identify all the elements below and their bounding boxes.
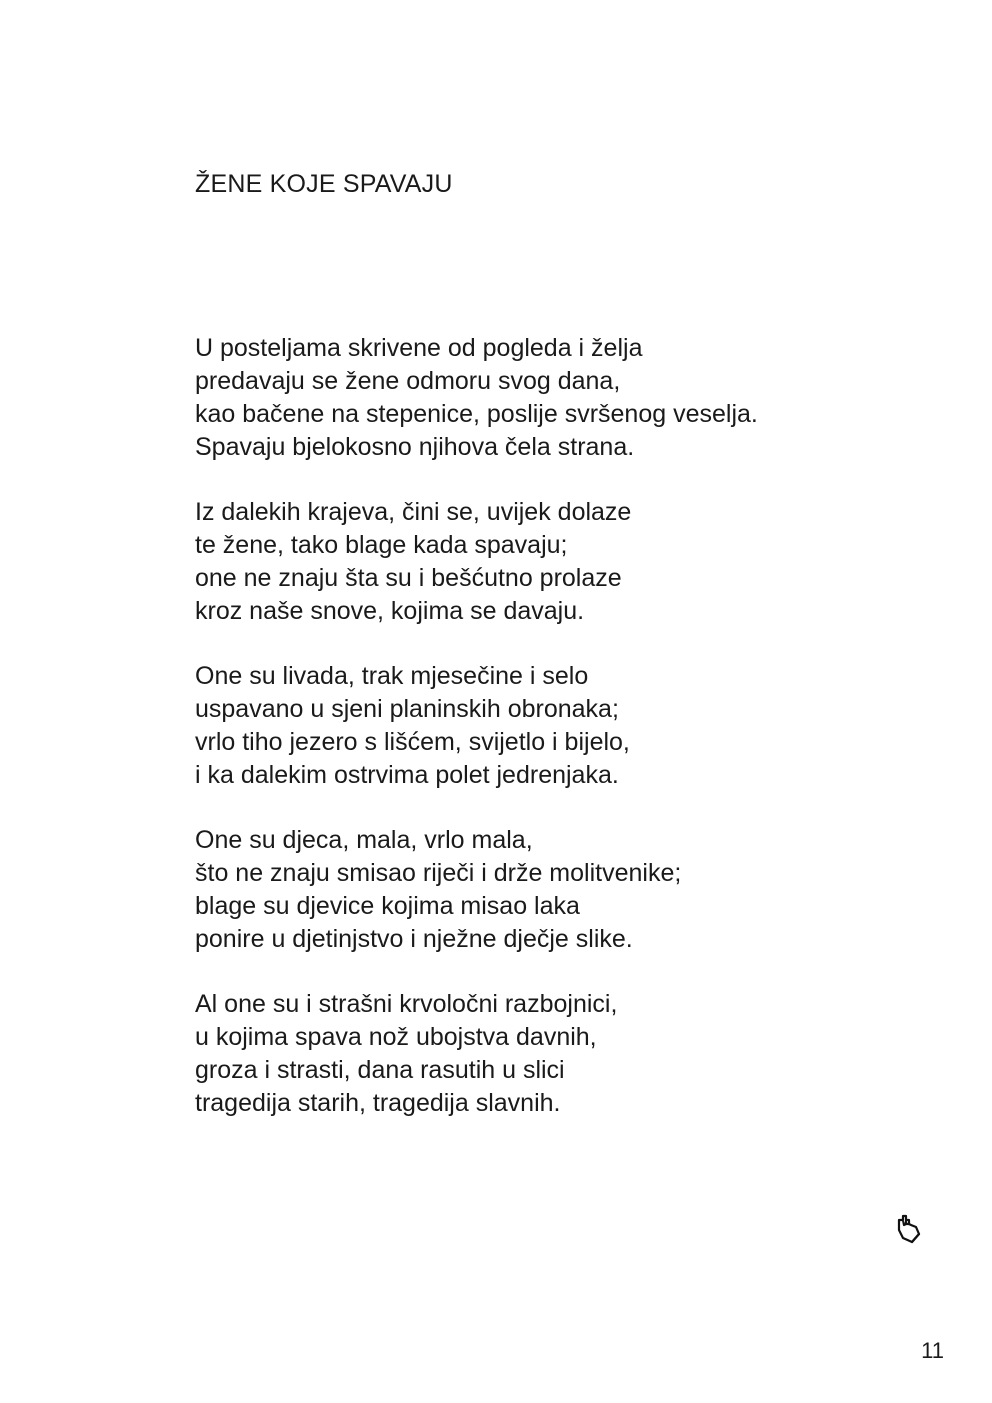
stanza-4 xyxy=(195,824,895,956)
stanza-3 xyxy=(195,660,895,792)
poem-line: One su livada, trak mjesečine i selo xyxy=(195,662,589,690)
stanza-1 xyxy=(195,332,895,464)
poem-line: Al one su i strašni krvoločni razbojnici, xyxy=(195,990,618,1018)
poem-line: U posteljama skrivene od pogleda i želja xyxy=(195,334,643,362)
poem-line: One su djeca, mala, vrlo mala, xyxy=(195,826,533,854)
poem-body xyxy=(195,332,895,1152)
poem-line: predavaju se žene odmoru svog dana, xyxy=(195,367,621,395)
stanza-5 xyxy=(195,988,895,1120)
poem-line: one ne znaju šta su i bešćutno prolaze xyxy=(195,564,622,592)
poem-title: ŽENE KOJE SPAVAJU xyxy=(195,170,453,198)
stanza-2 xyxy=(195,496,895,628)
poem-line: uspavano u sjeni planinskih obronaka; xyxy=(195,695,619,723)
poem-line: vrlo tiho jezero s lišćem, svijetlo i bijelo, xyxy=(195,728,630,756)
hand-pointer-icon xyxy=(892,1212,926,1246)
poem-line: ponire u djetinjstvo i nježne dječje slike. xyxy=(195,925,633,953)
poem-line: kroz naše snove, kojima se davaju. xyxy=(195,597,585,625)
poem-line: što ne znaju smisao riječi i drže molitvenike; xyxy=(195,859,682,887)
poem-line: Spavaju bjelokosno njihova čela strana. xyxy=(195,433,635,461)
poem-line: i ka dalekim ostrvima polet jedrenjaka. xyxy=(195,761,619,789)
page-number: 11 xyxy=(921,1338,944,1363)
poem-line: kao bačene na stepenice, poslije svršenog veselja. xyxy=(195,400,758,428)
poem-line: groza i strasti, dana rasutih u slici xyxy=(195,1056,565,1084)
poem-line: Iz dalekih krajeva, čini se, uvijek dolaze xyxy=(195,498,632,526)
poem-line: u kojima spava nož ubojstva davnih, xyxy=(195,1023,597,1051)
poem-line: tragedija starih, tragedija slavnih. xyxy=(195,1089,561,1117)
poem-line: te žene, tako blage kada spavaju; xyxy=(195,531,568,559)
poem-line: blage su djevice kojima misao laka xyxy=(195,892,580,920)
